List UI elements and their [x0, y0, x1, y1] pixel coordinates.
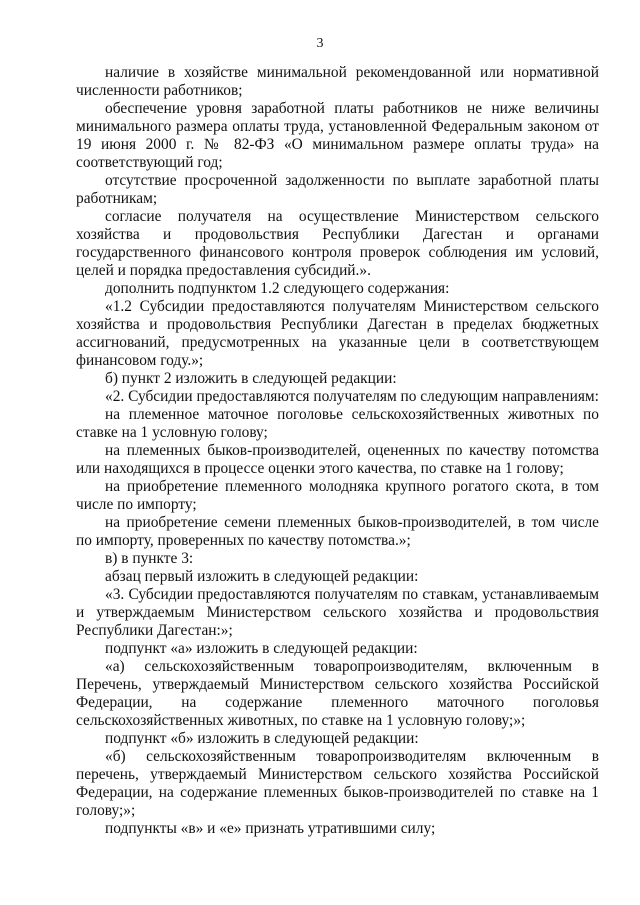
paragraph: «а) сельскохозяйственным товаропроизводителям, включенным в Перечень, утверждаемый Министерством сельского хозяйства Российской Федерации, на содержание племенного маточного поголовья сельскохозяйственных животных, по ставке на 1 условную голову;»; [76, 658, 599, 729]
paragraph: на приобретение семени племенных быков-производителей, в том числе по импорту, проверенных по качеству потомства.»; [76, 514, 599, 549]
paragraph: «б) сельскохозяйственным товаропроизводителям включенным в перечень, утверждаемый Министерством сельского хозяйства Российской Федерации, на содержание племенных быков-производителей по ставке на 1 голову;»; [76, 748, 599, 819]
paragraph: на приобретение племенного молодняка крупного рогатого скота, в том числе по импорту; [76, 478, 599, 513]
paragraph: б) пункт 2 изложить в следующей редакции: [105, 370, 397, 387]
paragraph: наличие в хозяйстве минимальной рекомендованной или нормативной численности работников; [76, 64, 599, 99]
paragraph: подпункты «в» и «е» признать утратившими силу; [105, 820, 436, 837]
page-number: 3 [316, 36, 324, 51]
paragraph: абзац первый изложить в следующей редакции: [105, 568, 419, 585]
paragraph: отсутствие просроченной задолженности по выплате заработной платы работникам; [76, 172, 599, 207]
paragraph: на племенных быков-производителей, оцененных по качеству потомства или находящихся в процессе оценки этого качества, по ставке на 1 голову; [76, 442, 599, 477]
paragraph: на племенное маточное поголовье сельскохозяйственных животных по ставке на 1 условную голову; [76, 406, 599, 441]
paragraph: обеспечение уровня заработной платы работников не ниже величины минимального размера оплаты труда, установленной Федеральным законом от 19 июня 2000 г. № 82-ФЗ «О минимальном размере оплаты труда» на соответствующий год; [76, 100, 599, 171]
paragraph: «2. Субсидии предоставляются получателям по следующим направлениям: [105, 388, 599, 405]
paragraph: дополнить подпунктом 1.2 следующего содержания: [105, 280, 450, 297]
paragraph: «3. Субсидии предоставляются получателям по ставкам, устанавливаемым и утверждаемым Министерством сельского хозяйства и продовольствия Республики Дагестан:»; [76, 586, 599, 639]
paragraph: «1.2 Субсидии предоставляются получателям Министерством сельского хозяйства и продовольствия Республики Дагестан в пределах бюджетных ассигнований, предусмотренных на указанные цели в соответствующем финансовом году.»; [76, 298, 599, 369]
paragraph: подпункт «а» изложить в следующей редакции: [105, 640, 418, 657]
paragraph: в) в пункте 3: [105, 550, 194, 567]
paragraph: согласие получателя на осуществление Министерством сельского хозяйства и продовольствия Республики Дагестан и органами государственного финансового контроля проверок соблюдения им условий, целей и порядка предоставления субсидий.». [76, 208, 599, 279]
paragraph: подпункт «б» изложить в следующей редакции: [105, 730, 419, 747]
document-body [76, 64, 599, 838]
